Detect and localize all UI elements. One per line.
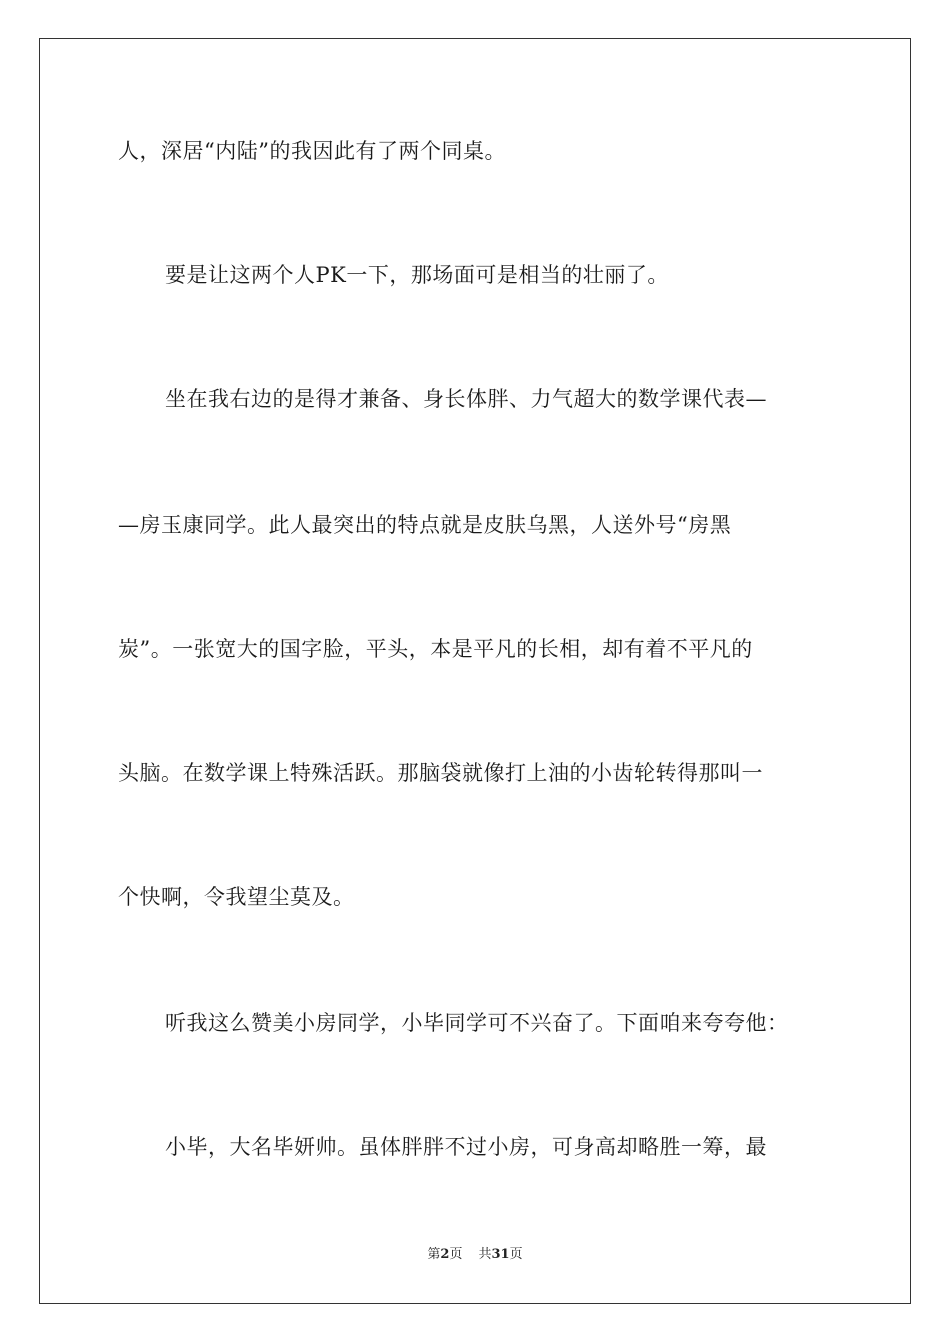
- page-footer: [0, 1246, 950, 1264]
- text-line-7: 个快啊，令我望尘莫及。: [118, 885, 355, 909]
- text-line-1: 人，深居“内陆”的我因此有了两个同桌。: [118, 139, 506, 163]
- page-number: 2: [440, 1247, 450, 1262]
- text-line-8: 听我这么赞美小房同学，小毕同学可不兴奋了。下面咱来夸夸他：: [165, 1011, 789, 1035]
- total-prefix: 共: [478, 1247, 492, 1262]
- total-suffix: 页: [509, 1247, 523, 1262]
- text-line-5: 炭”。一张宽大的国字脸，平头，本是平凡的长相，却有着不平凡的: [118, 637, 753, 661]
- page-frame: [39, 38, 911, 1304]
- text-line-6: 头脑。在数学课上特殊活跃。那脑袋就像打上油的小齿轮转得那叫一: [118, 761, 763, 785]
- text-line-2: 要是让这两个人PK一下，那场面可是相当的壮丽了。: [165, 263, 669, 287]
- page-suffix: 页: [449, 1247, 463, 1262]
- total-pages: 31: [491, 1247, 510, 1262]
- text-line-3: 坐在我右边的是得才兼备、身长体胖、力气超大的数学课代表—: [165, 387, 767, 411]
- text-line-9: 小毕，大名毕妍帅。虽体胖胖不过小房，可身高却略胜一筹，最: [165, 1135, 767, 1159]
- text-line-4: —房玉康同学。此人最突出的特点就是皮肤乌黑，人送外号“房黑: [118, 513, 732, 537]
- page-prefix: 第: [427, 1247, 441, 1262]
